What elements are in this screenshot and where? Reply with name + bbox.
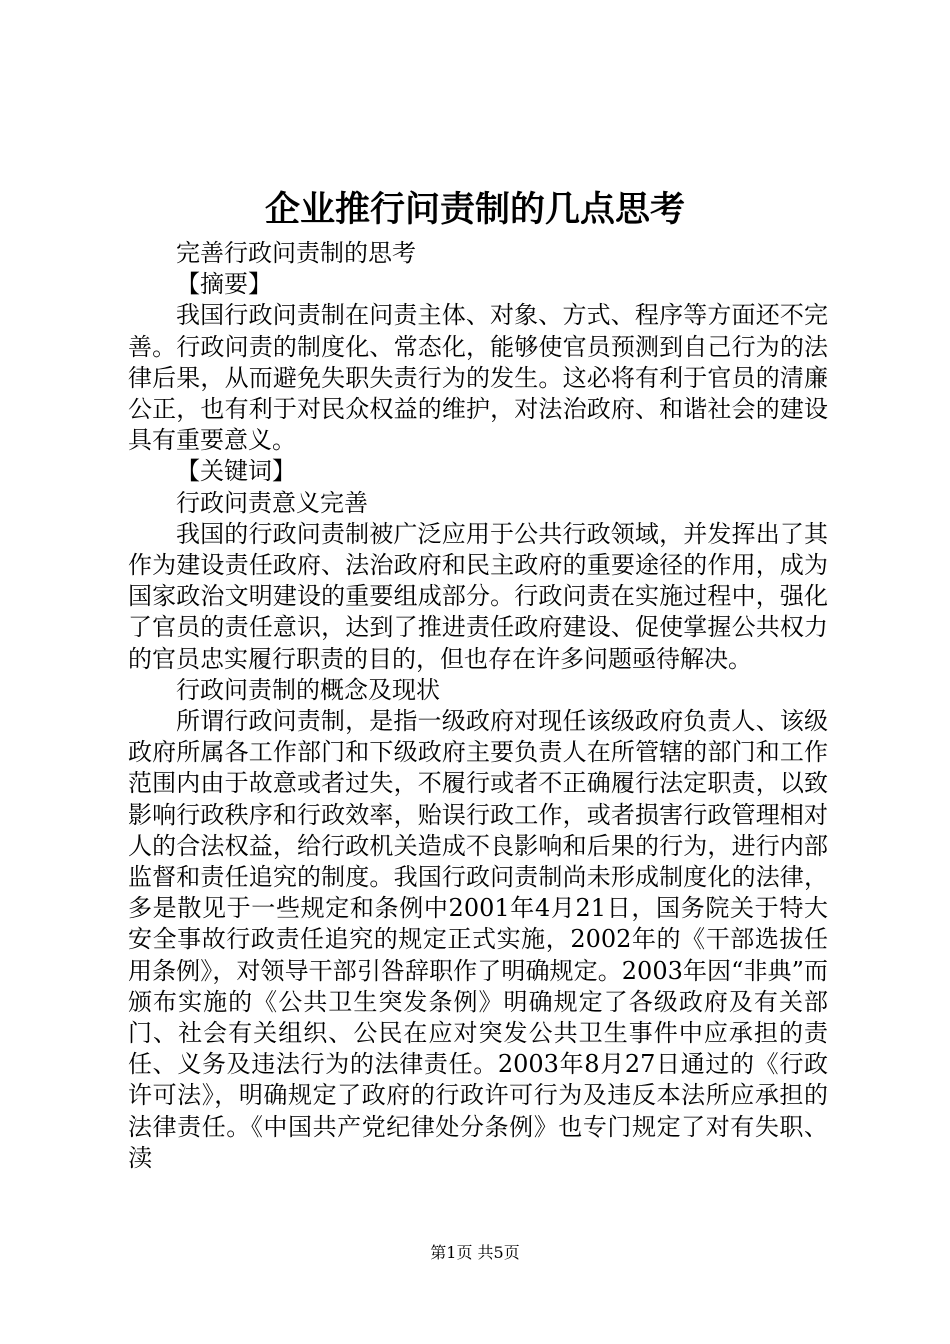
abstract-paragraph: 我国行政问责制在问责主体、对象、方式、程序等方面还不完善。行政问责的制度化、常态化，能够使官员预测到自己行为的法律后果，从而避免失职失责行为的发生。这必将有利于官员的清廉公正，也有利于对民众权益的维护，对法治政府、和谐社会的建设具有重要意义。 <box>128 301 828 455</box>
abstract-label: 【摘要】 <box>176 270 272 299</box>
document-title: 企业推行问责制的几点思考 <box>264 189 685 230</box>
section-heading: 完善行政问责制的思考 <box>176 239 416 267</box>
document-body <box>128 238 828 1174</box>
section-heading: 行政问责制的概念及现状 <box>176 675 440 704</box>
body-paragraph: 我国的行政问责制被广泛应用于公共行政领域，并发挥出了其作为建设责任政府、法治政府和民主政府的重要途径的作用，成为国家政治文明建设的重要组成部分。行政问责在实施过程中，强化了官员的责任意识，达到了推进责任政府建设、促使掌握公共权力的官员忠实履行职责的目的，但也存在许多问题亟待解决。 <box>128 519 828 673</box>
page-number-footer: 第1页 共5页 <box>430 1243 520 1262</box>
keywords-paragraph: 行政问责意义完善 <box>176 488 368 517</box>
body-paragraph: 所谓行政问责制，是指一级政府对现任该级政府负责人、该级政府所属各工作部门和下级政府主要负责人在所管辖的部门和工作范围内由于故意或者过失，不履行或者不正确履行法定职责，以致影响行政秩序和行政效率，贻误行政工作，或者损害行政管理相对人的合法权益，给行政机关造成不良影响和后果的行为，进行内部监督和责任追究的制度。我国行政问责制尚未形成制度化的法律，多是散见于一些规定和条例中2001年4月21日，国务院关于特大安全事故行政责任追究的规定正式实施，2002年的《干部选拔任用条例》，对领导干部引咎辞职作了明确规定。2003年因“非典”而颁布实施的《公共卫生突发条例》明确规定了各级政府及有关部门、社会有关组织、公民在应对突发公共卫生事件中应承担的责任、义务及违法行为的法律责任。2003年8月27日通过的《行政许可法》，明确规定了政府的行政许可行为及违反本法所应承担的法律责任。《中国共产党纪律处分条例》也专门规定了对有失职、渎 <box>128 707 828 1172</box>
keywords-label: 【关键词】 <box>176 457 296 486</box>
